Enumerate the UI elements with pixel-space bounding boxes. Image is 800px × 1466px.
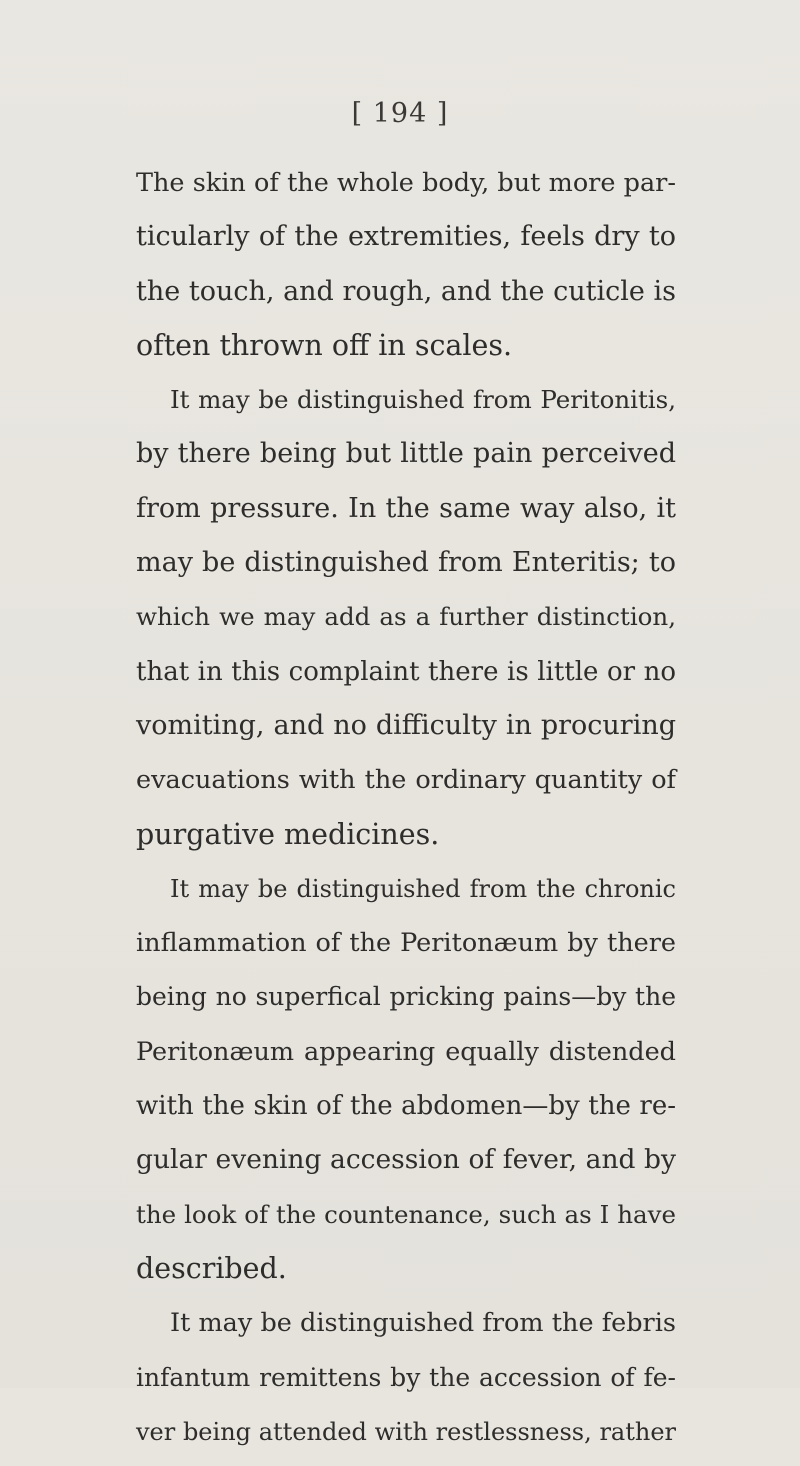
text-line: gular evening accession of fever, and by (136, 1144, 676, 1176)
text-line: It may be distinguished from the febris (170, 1308, 676, 1339)
text-line: being no superfical pricking pains—by the (136, 982, 676, 1012)
text-line: may be distinguished from Enteritis; to (136, 547, 676, 579)
text-line: Peritonæum appearing equally distended (136, 1036, 676, 1067)
text-line: described. (136, 1251, 287, 1285)
text-line: The skin of the whole body, but more par- (136, 168, 676, 198)
text-line: ticularly of the extremities, feels dry to (136, 221, 676, 253)
text-line: ver being attended with restlessness, rather (136, 1417, 676, 1446)
page-number: [ 194 ] (351, 98, 449, 129)
text-line: evacuations with the ordinary quantity of (136, 765, 676, 796)
text-line: It may be distinguished from the chronic (170, 874, 676, 903)
text-line: from pressure. In the same way also, it (136, 492, 676, 524)
text-line: vomiting, and no difficulty in procuring (136, 709, 676, 741)
text-line: by there being but little pain perceived (136, 438, 676, 470)
body-text (136, 163, 676, 1466)
text-line: It may be distinguished from Peritonitis, (170, 385, 676, 415)
text-line: inflammation of the Peritonæum by there (136, 928, 676, 959)
text-line: the touch, and rough, and the cuticle is (136, 275, 676, 307)
text-line: that in this complaint there is little or no (136, 656, 676, 687)
text-line: the look of the countenance, such as I have (136, 1199, 676, 1229)
text-line: with the skin of the abdomen—by the re- (136, 1091, 676, 1122)
text-line: infantum remittens by the accession of fe- (136, 1362, 676, 1392)
text-line: purgative medicines. (136, 817, 440, 851)
text-line: often thrown off in scales. (136, 328, 513, 362)
text-line: which we may add as a further distinction, (136, 602, 676, 632)
